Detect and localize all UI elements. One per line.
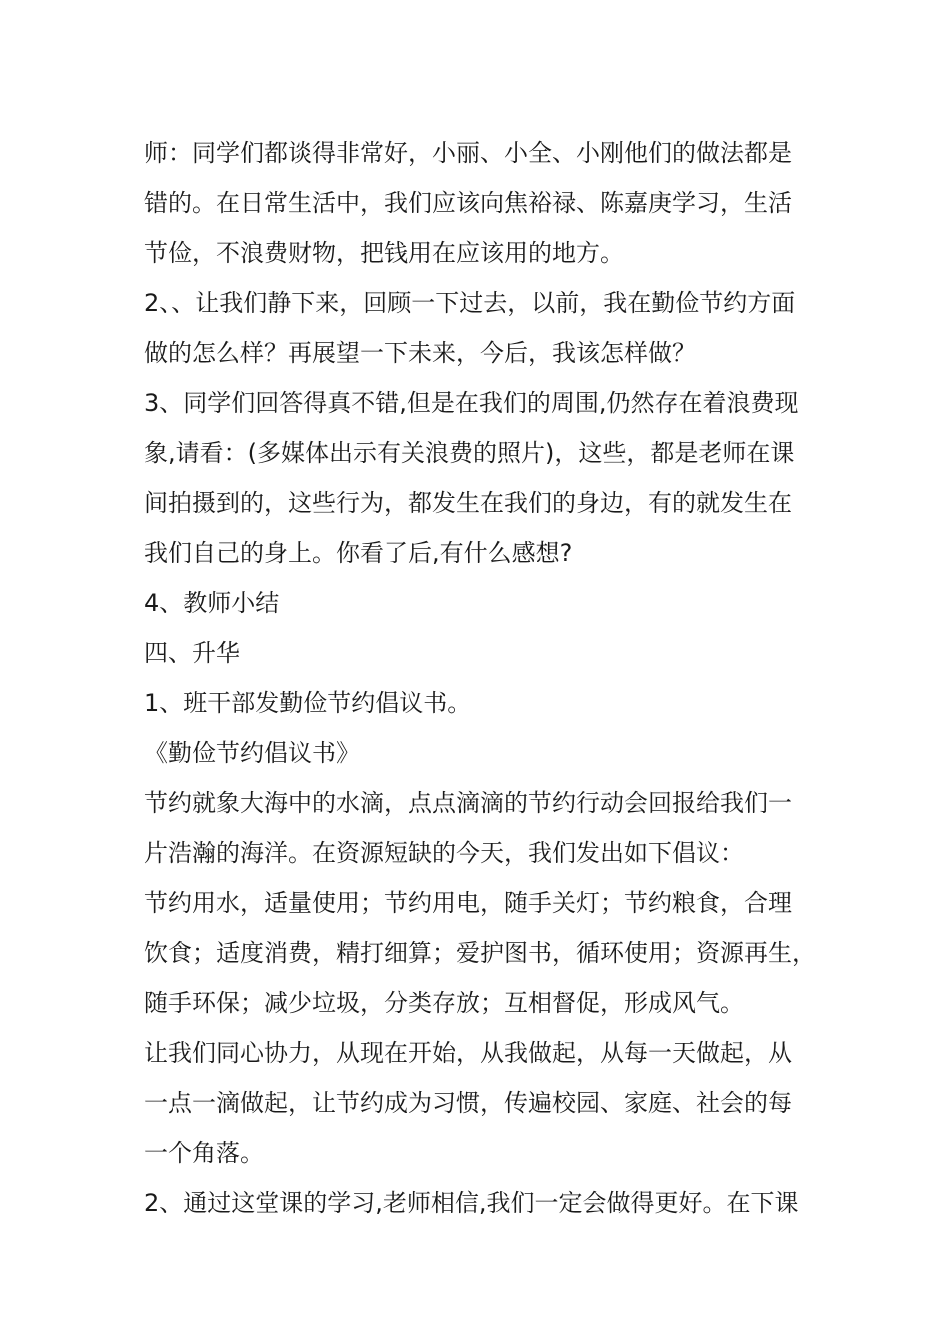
- document-body: [144, 128, 824, 1228]
- text-line: 一点一滴做起，让节约成为习惯，传遍校园、家庭、社会的每: [144, 1089, 792, 1117]
- text-line: 节约就象大海中的水滴，点点滴滴的节约行动会回报给我们一: [144, 789, 792, 817]
- text-line: 师：同学们都谈得非常好，小丽、小全、小刚他们的做法都是: [144, 139, 792, 167]
- text-line: 错的。在日常生活中，我们应该向焦裕禄、陈嘉庚学习，生活: [144, 189, 792, 217]
- text-line: 饮食；适度消费，精打细算；爱护图书，循环使用；资源再生，: [144, 939, 816, 967]
- text-line: 2、通过这堂课的学习,老师相信,我们一定会做得更好。在下课: [144, 1189, 799, 1217]
- text-line: 随手环保；减少垃圾，分类存放；互相督促，形成风气。: [144, 989, 744, 1017]
- text-line: 做的怎么样？再展望一下未来，今后，我该怎样做？: [144, 339, 696, 367]
- text-line: 2、、让我们静下来，回顾一下过去，以前，我在勤俭节约方面: [144, 289, 796, 317]
- text-line: 节约用水，适量使用；节约用电，随手关灯；节约粮食，合理: [144, 889, 792, 917]
- text-line: 间拍摄到的，这些行为，都发生在我们的身边，有的就发生在: [144, 489, 792, 517]
- text-line: 3、同学们回答得真不错,但是在我们的周围,仍然存在着浪费现: [144, 389, 799, 417]
- text-line: 象,请看：(多媒体出示有关浪费的照片)，这些，都是老师在课: [144, 439, 795, 467]
- text-line: 一个角落。: [144, 1139, 264, 1167]
- proposal-title: 《勤俭节约倡议书》: [144, 739, 360, 767]
- text-line: 1、班干部发勤俭节约倡议书。: [144, 689, 472, 717]
- section-heading: 四、升华: [144, 639, 240, 667]
- text-line: 我们自己的身上。你看了后,有什么感想?: [144, 539, 573, 567]
- text-line: 4、教师小结: [144, 589, 280, 617]
- text-line: 片浩瀚的海洋。在资源短缺的今天，我们发出如下倡议：: [144, 839, 744, 867]
- text-line: 节俭，不浪费财物，把钱用在应该用的地方。: [144, 239, 624, 267]
- text-line: 让我们同心协力，从现在开始，从我做起，从每一天做起，从: [144, 1039, 792, 1067]
